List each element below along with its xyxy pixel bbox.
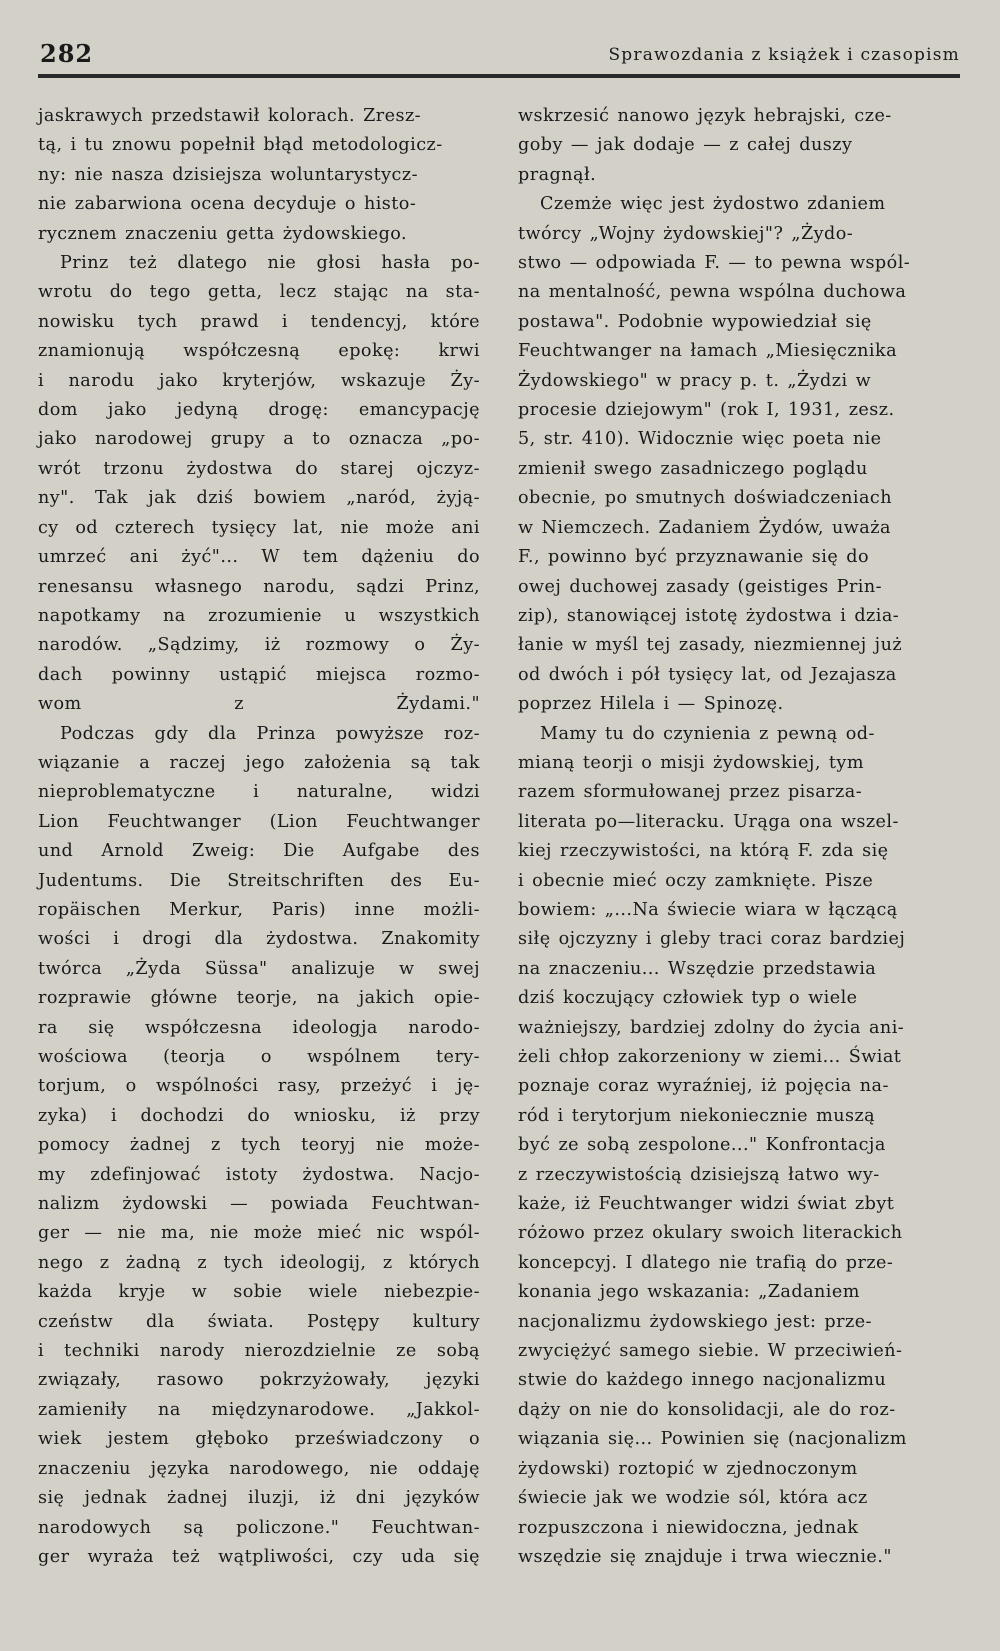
page-number: 282 <box>40 39 94 68</box>
running-title: Sprawozdania z książek i czasopism <box>608 45 960 65</box>
header-rule <box>38 74 960 78</box>
left-paragraph-2: Prinz też dlatego nie głosi hasła po- wrotu do tego getta, lecz stając na sta- nowisku tych prawd i tendencyj, które znamionują współczesną epokę: krwi i narodu jako kryterjów, wskazuje Ży- dom jako jedyną drogę: emancypację jako narodowej grupy a to oznacza „po- wrót trzonu żydostwa do starej ojczyz- ny". Tak jak dziś bowiem „naród, żyją- cy od czterech tysięcy lat, nie może ani umrzeć ani żyć"... W tem dążeniu do renesansu własnego narodu, sądzi Prinz, napotkamy na zrozumienie u wszystkich narodów. „Sądzimy, iż rozmowy o Ży- dach powinny ustąpić miejsca rozmo- wom z Żydami." <box>38 253 480 715</box>
right-paragraph-3: Mamy tu do czynienia z pewną od- mianą teorji o misji żydowskiej, tym razem sformułowanej przez pisarza- literata po—literacku. Urąga ona wszel- kiej rzeczywistości, na którą F. zda się i obecnie mieć oczy zamknięte. Pisze bowiem: „...Na świecie wiara w łączącą siłę ojczyzny i gleby traci coraz bardziej na znaczeniu... Wszędzie przedstawia dziś koczujący człowiek typ o wiele ważniejszy, bardziej zdolny do życia ani- żeli chłop zakorzeniony w ziemi... Świat poznaje coraz wyraźniej, iż pojęcia na- ród i terytorjum niekoniecznie muszą być ze sobą zespolone..." Konfrontacja z rzeczywistością dzisiejszą łatwo wy- każe, iż Feuchtwanger widzi świat zbyt różowo przez okulary swoich literackich koncepcyj. I dlatego nie trafią do prze- konania jego wskazania: „Zadaniem nacjonalizmu żydowskiego jest: prze- zwyciężyć samego siebie. W przeciwień- stwie do każdego innego nacjonalizmu dąży on nie do konsolidacji, ale do roz- wiązania się... Powinien się (nacjonalizm żydowski) roztopić w zjednoczonym świecie jak we wodzie sól, która acz rozpuszczona i niewidoczna, jednak wszędzie się znajduje i trwa wiecznie." <box>518 723 907 1567</box>
running-head <box>38 28 960 68</box>
right-column <box>518 102 960 1572</box>
right-paragraph-2: Czemże więc jest żydostwo zdaniem twórcy „Wojny żydowskiej"? „Żydo- stwo — odpowiada F. — to pewna wspól- na mentalność, pewna wspólna duchowa postawa". Podobnie wypowiedział się Feuchtwanger na łamach „Miesięcznika Żydowskiego" w pracy p. t. „Żydzi w procesie dziejowym" (rok I, 1931, zesz. 5, str. 410). Widocznie więc poeta nie zmienił swego zasadniczego poglądu obecnie, po smutnych doświadczeniach w Niemczech. Zadaniem Żydów, uważa F., powinno być przyznawanie się do owej duchowej zasady (geistiges Prin- zip), stanowiącej istotę żydostwa i dzia- łanie w myśl tej zasady, niezmiennej już od dwóch i pół tysięcy lat, od Jezajasza poprzez Hilela i — Spinozę. <box>518 194 911 715</box>
left-column <box>38 102 480 1572</box>
left-paragraph-1: jaskrawych przedstawił kolorach. Zresz- tą, i tu znowu popełnił błąd metodologicz- ny: nie nasza dzisiejsza woluntarystycz- nie zabarwiona ocena decyduje o histo- rycznem znaczeniu getta żydowskiego. <box>38 106 443 244</box>
left-paragraph-3: Podczas gdy dla Prinza powyższe roz- wiązanie a raczej jego założenia są tak nieproblematyczne i naturalne, widzi Lion Feuchtwanger (Lion Feuchtwanger und Arnold Zweig: Die Aufgabe des Judentums. Die Streitschriften des Eu- ropäischen Merkur, Paris) inne możli- wości i drogi dla żydostwa. Znakomity twórca „Żyda Süssa" analizuje w swej rozprawie główne teorje, na jakich opie- ra się współczesna ideologja narodo- wościowa (teorja o wspólnem tery- torjum, o wspólności rasy, przeżyć i ję- zyka) i dochodzi do wniosku, iż przy pomocy żadnej z tych teoryj nie może- my zdefinjować istoty żydostwa. Nacjo- nalizm żydowski — powiada Feuchtwan- ger — nie ma, nie może mieć nic wspól- nego z żadną z tych ideologij, z których każda kryje w sobie wiele niebezpie- czeństw dla świata. Postępy kultury i techniki narody nierozdzielnie ze sobą związały, rasowo pokrzyżowały, języki zamieniły na międzynarodowe. „Jakkol- wiek jestem głęboko przeświadczony o znaczeniu języka narodowego, nie oddaję się jednak żadnej iluzji, iż dni języków narodowych są policzone." Feuchtwan- ger wyraża też wątpliwości, czy uda się <box>38 723 480 1567</box>
right-paragraph-1: wskrzesić nanowo język hebrajski, cze- goby — jak dodaje — z całej duszy pragnął. <box>518 106 892 185</box>
text-columns <box>38 102 960 1572</box>
